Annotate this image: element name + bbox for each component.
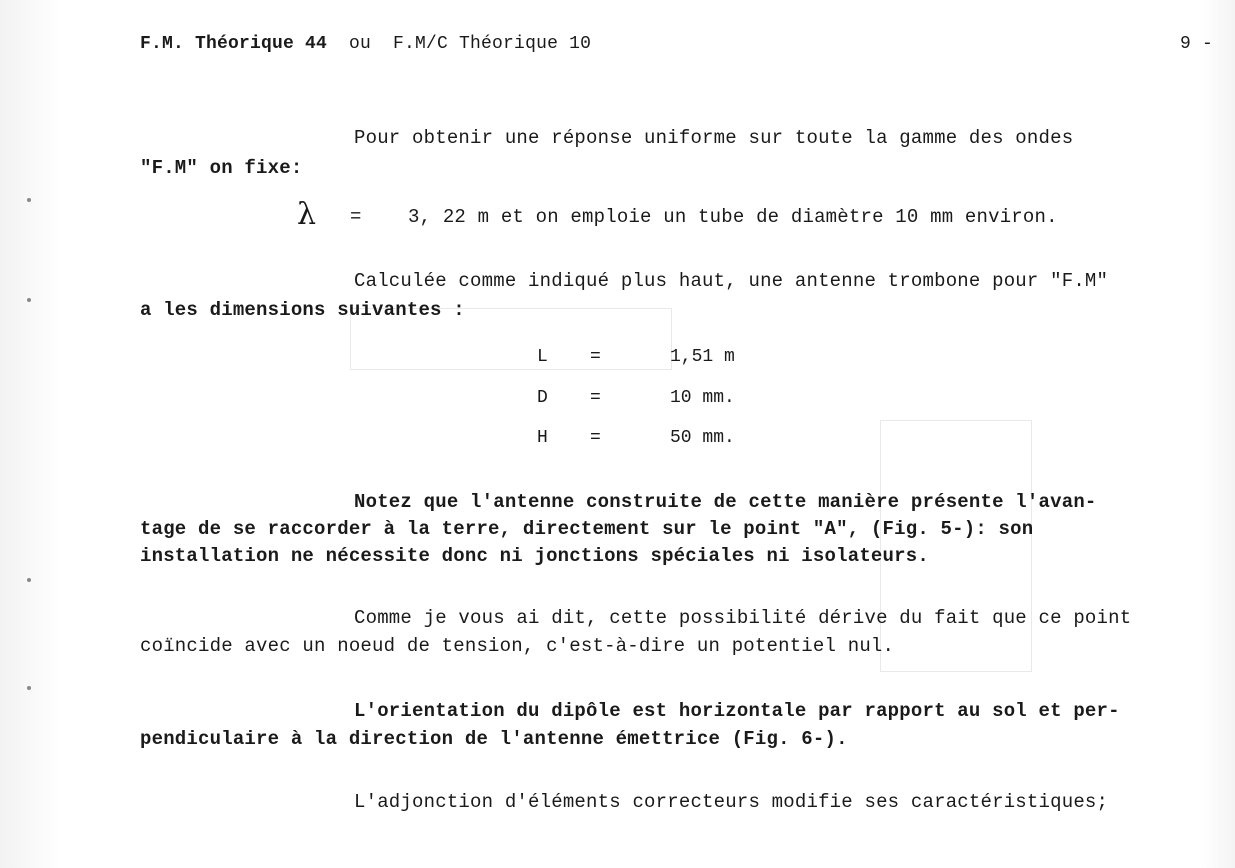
paragraph-3-line-1: Notez que l'antenne construite de cette manière présente l'avan- [354, 491, 1097, 513]
paragraph-4-line-2: coïncide avec un noeud de tension, c'est-à-dire un potentiel nul. [140, 635, 895, 657]
page-number: 9 - [1180, 34, 1214, 54]
paragraph-6-line-1: L'adjonction d'éléments correcteurs modifie ses caractéristiques; [354, 791, 1109, 813]
dimension-value: 50 mm. [670, 428, 735, 448]
dimension-equals: = [590, 347, 601, 367]
dimension-symbol: L [537, 347, 548, 367]
paragraph-1-line-2: "F.M" on fixe: [140, 157, 303, 179]
paragraph-1-line-1: Pour obtenir une réponse uniforme sur toute la gamme des ondes [354, 127, 1074, 149]
paragraph-5-line-2: pendiculaire à la direction de l'antenne émettrice (Fig. 6-). [140, 728, 848, 750]
dimension-symbol: H [537, 428, 548, 448]
paragraph-2-line-2: a les dimensions suivantes : [140, 299, 465, 321]
margin-speck [27, 198, 31, 202]
dimension-equals: = [590, 428, 601, 448]
course-alt-title: ou F.M/C Théorique 10 [327, 34, 592, 54]
dimension-value: 1,51 m [670, 347, 735, 367]
dimension-symbol: D [537, 388, 548, 408]
course-title: F.M. Théorique 44 [140, 34, 328, 54]
lambda-symbol: λ [297, 197, 317, 232]
lambda-equation: = 3, 22 m et on emploie un tube de diamètre 10 mm environ. [350, 206, 1058, 228]
page-header [140, 33, 591, 55]
margin-speck [27, 298, 31, 302]
margin-speck [27, 686, 31, 690]
dimension-equals: = [590, 388, 601, 408]
margin-speck [27, 578, 31, 582]
paragraph-2-line-1: Calculée comme indiqué plus haut, une antenne trombone pour "F.M" [354, 270, 1109, 292]
paragraph-3-line-3: installation ne nécessite donc ni jonctions spéciales ni isolateurs. [140, 545, 929, 567]
paragraph-5-line-1: L'orientation du dipôle est horizontale par rapport au sol et per- [354, 700, 1120, 722]
paragraph-3-line-2: tage de se raccorder à la terre, directement sur le point "A", (Fig. 5-): son [140, 518, 1034, 540]
paragraph-4-line-1: Comme je vous ai dit, cette possibilité dérive du fait que ce point [354, 607, 1132, 629]
dimension-value: 10 mm. [670, 388, 735, 408]
